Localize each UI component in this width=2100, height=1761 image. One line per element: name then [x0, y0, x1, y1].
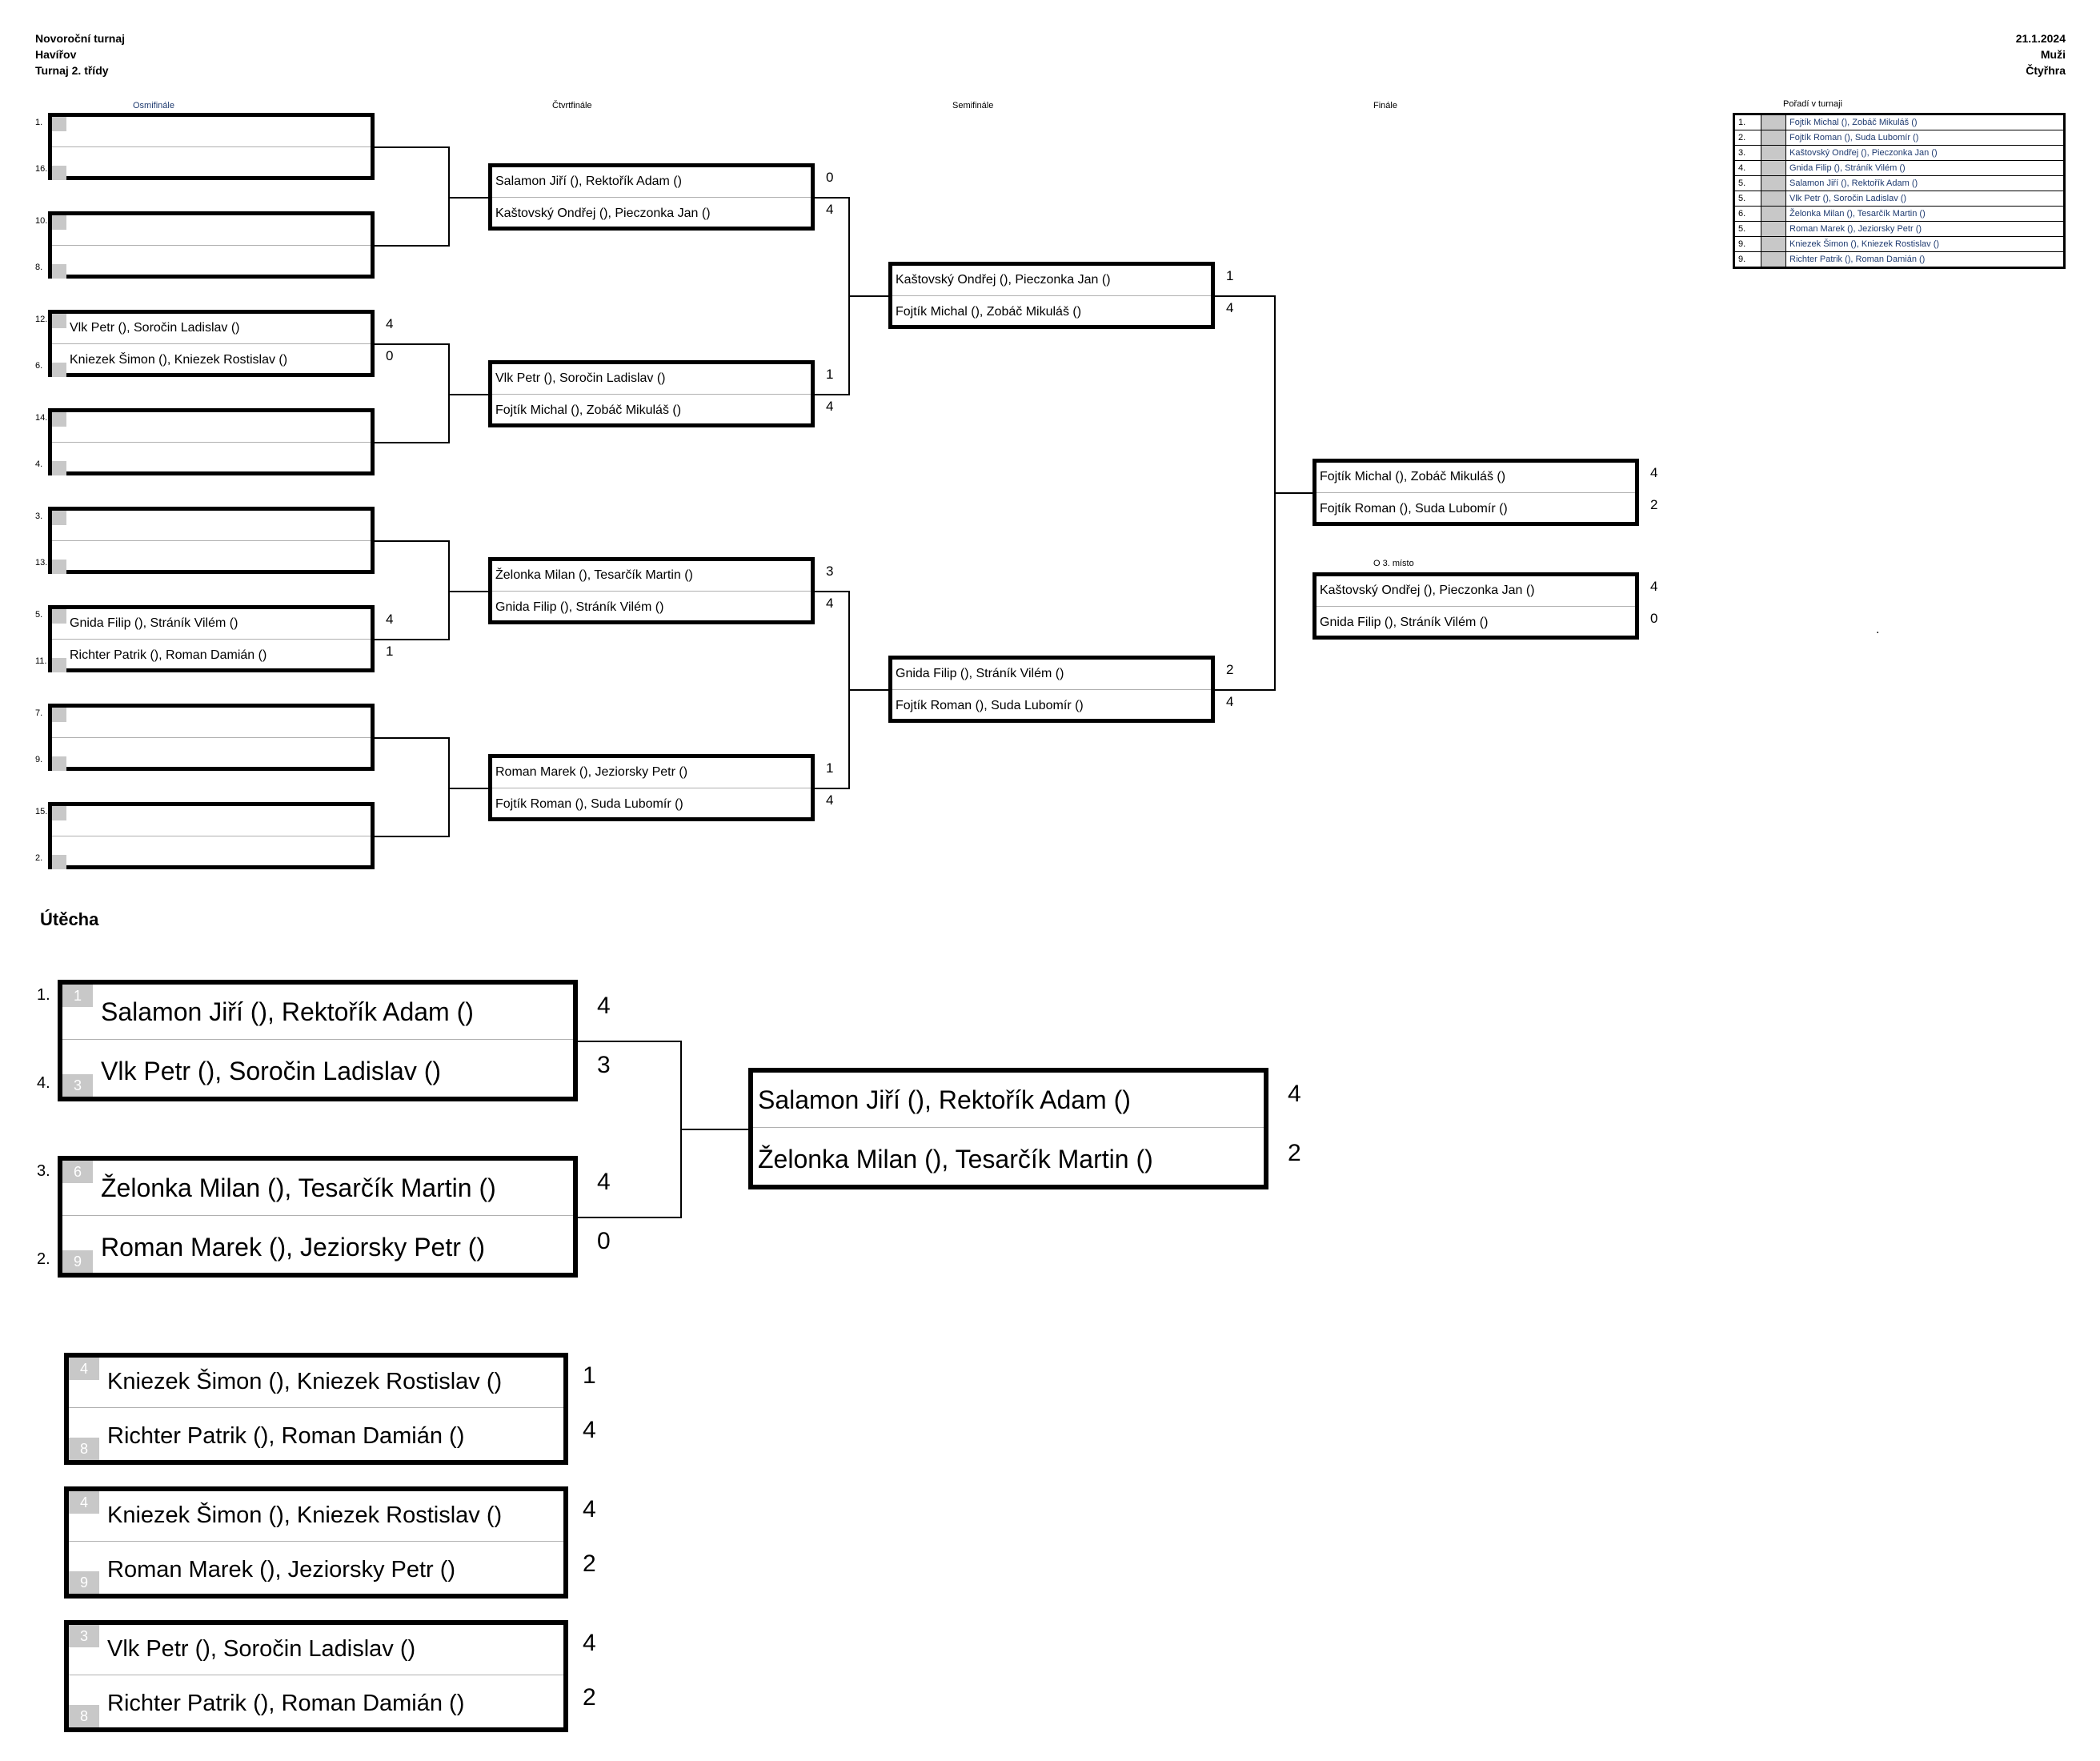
- score-bottom: 1: [386, 644, 394, 659]
- bracket-line: [448, 394, 490, 395]
- bracket-line: [815, 788, 850, 789]
- tournament-city: Havířov: [35, 48, 77, 61]
- ranking-name: Gnida Filip (), Stráník Vilém (): [1786, 161, 2065, 176]
- player-top: Salamon Jiří (), Rektořík Adam (): [495, 174, 682, 188]
- match-divider: [892, 295, 1211, 296]
- player-top: Želonka Milan (), Tesarčík Martin (): [101, 1173, 496, 1202]
- ranking-shade: [1761, 176, 1786, 191]
- match-divider: [62, 1215, 573, 1216]
- seed-box-top: [52, 511, 66, 525]
- consolation-title: Útěcha: [40, 909, 99, 929]
- score-top: 1: [583, 1362, 596, 1389]
- bracket-line: [375, 146, 450, 148]
- score-bottom: 4: [1226, 694, 1234, 709]
- ranking-row: [1734, 207, 2065, 222]
- player-bottom: Kniezek Šimon (), Kniezek Rostislav (): [70, 353, 288, 367]
- tournament-discipline: Čtyřhra: [2026, 64, 2066, 77]
- bracket-line: [375, 442, 450, 443]
- seed-box-bottom: [52, 363, 66, 377]
- seed-box-bottom: 9: [62, 1250, 93, 1273]
- r16-match: [48, 408, 375, 475]
- r16-match: [48, 605, 375, 672]
- player-top: Salamon Jiří (), Rektořík Adam (): [101, 997, 474, 1026]
- consolation-extra-match: [64, 1486, 568, 1599]
- bracket-line: [1215, 689, 1276, 691]
- ranking-shade: [1761, 252, 1786, 268]
- ranking-row: [1734, 146, 2065, 161]
- ranking-row: [1734, 252, 2065, 268]
- match-divider: [52, 245, 371, 246]
- match-divider: [492, 197, 811, 198]
- match-divider: [69, 1541, 563, 1542]
- match-divider: [69, 1407, 563, 1408]
- seed-top-label: 12.: [35, 315, 48, 324]
- ranking-rank: 5.: [1734, 222, 1761, 237]
- ranking-rank: 3.: [1734, 146, 1761, 161]
- ranking-shade: [1761, 207, 1786, 222]
- match-divider: [753, 1127, 1264, 1128]
- seed-bottom-label: 4.: [37, 1074, 50, 1092]
- seed-box-top: [52, 806, 66, 820]
- ranking-rank: 4.: [1734, 161, 1761, 176]
- ranking-rank: 5.: [1734, 191, 1761, 207]
- match-divider: [52, 442, 371, 443]
- score-top: 4: [1288, 1081, 1301, 1107]
- ranking-shade: [1761, 146, 1786, 161]
- player-bottom: Richter Patrik (), Roman Damián (): [107, 1691, 465, 1716]
- player-bottom: Roman Marek (), Jeziorsky Petr (): [101, 1233, 486, 1262]
- tournament-date: 21.1.2024: [2015, 32, 2066, 45]
- score-top: 1: [826, 367, 834, 382]
- seed-bottom-label: 13.: [35, 558, 48, 568]
- score-bottom: 4: [1226, 300, 1234, 315]
- bracket-line: [848, 689, 890, 691]
- seed-box-top: 4: [69, 1358, 99, 1380]
- bracket-line: [815, 394, 850, 395]
- player-top: Vlk Petr (), Soročin Ladislav (): [495, 371, 666, 385]
- seed-top-label: 3.: [37, 1162, 50, 1180]
- match-divider: [52, 343, 371, 344]
- seed-bottom-label: 9.: [35, 755, 43, 764]
- ranking-row: [1734, 237, 2065, 252]
- player-top: Gnida Filip (), Stráník Vilém (): [70, 616, 238, 630]
- score-top: 4: [597, 1169, 611, 1195]
- seed-box-bottom: [52, 560, 66, 574]
- player-top: Salamon Jiří (), Rektořík Adam (): [758, 1085, 1131, 1114]
- score-top: 4: [597, 993, 611, 1019]
- ranking-shade: [1761, 222, 1786, 237]
- qf-match: [488, 754, 815, 821]
- bracket-line: [1215, 295, 1276, 297]
- bracket-line: [375, 836, 450, 837]
- score-top: 4: [583, 1630, 596, 1656]
- score-top: 0: [826, 170, 834, 185]
- score-bottom: 4: [826, 792, 834, 808]
- ranking-rank: 2.: [1734, 130, 1761, 146]
- r16-match: [48, 211, 375, 279]
- seed-top-label: 1.: [37, 986, 50, 1004]
- ranking-table: [1733, 113, 2066, 269]
- player-top: Kniezek Šimon (), Kniezek Rostislav (): [107, 1369, 503, 1394]
- score-bottom: 0: [1650, 611, 1658, 626]
- r16-match: [48, 802, 375, 869]
- bracket-line: [578, 1217, 682, 1218]
- seed-box-bottom: 9: [69, 1571, 99, 1594]
- stray-mark: .: [1876, 623, 1880, 636]
- bracket-line: [375, 737, 450, 739]
- ranking-shade: [1761, 130, 1786, 146]
- player-bottom: Fojtík Roman (), Suda Lubomír (): [1320, 502, 1508, 515]
- player-bottom: Želonka Milan (), Tesarčík Martin (): [758, 1145, 1153, 1173]
- round-label-third: O 3. místo: [1373, 559, 1414, 568]
- seed-bottom-label: 2.: [35, 853, 43, 863]
- seed-bottom-label: 11.: [35, 656, 47, 666]
- seed-box-bottom: [52, 658, 66, 672]
- seed-top-label: 10.: [35, 216, 48, 226]
- score-top: 2: [1226, 662, 1234, 677]
- score-bottom: 0: [386, 348, 394, 363]
- sf-match: [888, 656, 1215, 723]
- ranking-shade: [1761, 191, 1786, 207]
- seed-box-bottom: [52, 756, 66, 771]
- ranking-shade: [1761, 161, 1786, 176]
- ranking-name: Fojtík Michal (), Zobáč Mikuláš (): [1786, 114, 2065, 130]
- bracket-line: [680, 1129, 750, 1130]
- r16-match: [48, 113, 375, 180]
- ranking-row: [1734, 114, 2065, 130]
- score-bottom: 4: [826, 399, 834, 414]
- score-top: 4: [583, 1496, 596, 1522]
- seed-top-label: 1.: [35, 118, 43, 127]
- match-divider: [1317, 606, 1635, 607]
- player-top: Roman Marek (), Jeziorsky Petr (): [495, 765, 688, 779]
- player-top: Želonka Milan (), Tesarčík Martin (): [495, 568, 693, 582]
- score-top: 1: [826, 760, 834, 776]
- match-divider: [492, 394, 811, 395]
- player-bottom: Roman Marek (), Jeziorsky Petr (): [107, 1557, 456, 1582]
- ranking-name: Richter Patrik (), Roman Damián (): [1786, 252, 2065, 268]
- score-bottom: 4: [826, 596, 834, 611]
- seed-box-bottom: 8: [69, 1438, 99, 1460]
- seed-box-top: 1: [62, 985, 93, 1007]
- seed-bottom-label: 4.: [35, 459, 43, 469]
- ranking-rank: 9.: [1734, 237, 1761, 252]
- qf-match: [488, 557, 815, 624]
- player-top: Kniezek Šimon (), Kniezek Rostislav (): [107, 1502, 503, 1528]
- bracket-line: [848, 295, 890, 297]
- seed-bottom-label: 8.: [35, 263, 43, 272]
- ranking-row: [1734, 176, 2065, 191]
- bracket-line: [448, 197, 490, 199]
- ranking-row: [1734, 222, 2065, 237]
- match-divider: [892, 689, 1211, 690]
- consolation-semi-match: [58, 1156, 578, 1278]
- seed-top-label: 5.: [35, 610, 43, 620]
- seed-top-label: 15.: [35, 807, 48, 816]
- bracket-line: [578, 1041, 682, 1042]
- ranking-shade: [1761, 237, 1786, 252]
- tournament-name: Novoroční turnaj: [35, 32, 126, 45]
- score-bottom: 3: [597, 1052, 611, 1078]
- seed-box-top: [52, 609, 66, 624]
- ranking-rank: 5.: [1734, 176, 1761, 191]
- ranking-name: Fojtík Roman (), Suda Lubomír (): [1786, 130, 2065, 146]
- final-match: [1312, 459, 1639, 526]
- bracket-line: [815, 197, 850, 199]
- bracket-line: [448, 591, 490, 592]
- player-bottom: Fojtík Roman (), Suda Lubomír (): [495, 797, 683, 811]
- seed-box-top: [52, 708, 66, 722]
- r16-match: [48, 704, 375, 771]
- consolation-extra-match: [64, 1620, 568, 1732]
- seed-box-top: [52, 412, 66, 427]
- seed-bottom-label: 6.: [35, 361, 43, 371]
- seed-box-bottom: 8: [69, 1705, 99, 1727]
- seed-box-bottom: 3: [62, 1074, 93, 1097]
- consolation-semi-match: [58, 980, 578, 1101]
- score-bottom: 4: [583, 1417, 596, 1443]
- seed-top-label: 7.: [35, 708, 43, 718]
- seed-box-top: 6: [62, 1161, 93, 1183]
- seed-box-top: 4: [69, 1491, 99, 1514]
- match-divider: [52, 146, 371, 147]
- score-bottom: 2: [1288, 1140, 1301, 1166]
- player-bottom: Richter Patrik (), Roman Damián (): [107, 1423, 465, 1449]
- ranking-name: Roman Marek (), Jeziorsky Petr (): [1786, 222, 2065, 237]
- player-top: Vlk Petr (), Soročin Ladislav (): [70, 321, 240, 335]
- score-bottom: 2: [583, 1550, 596, 1577]
- bracket-line: [375, 343, 450, 345]
- score-top: 1: [1226, 268, 1234, 283]
- match-divider: [52, 737, 371, 738]
- seed-top-label: 3.: [35, 511, 43, 521]
- player-top: Kaštovský Ondřej (), Pieczonka Jan (): [1320, 584, 1535, 597]
- seed-box-bottom: [52, 264, 66, 279]
- player-top: Gnida Filip (), Stráník Vilém (): [896, 667, 1064, 680]
- seed-bottom-label: 2.: [37, 1250, 50, 1268]
- seed-bottom-label: 16.: [35, 164, 48, 174]
- match-divider: [52, 540, 371, 541]
- score-bottom: 2: [1650, 497, 1658, 512]
- score-bottom: 2: [583, 1684, 596, 1711]
- bracket-line: [375, 639, 450, 640]
- seed-box-top: 3: [69, 1625, 99, 1647]
- player-bottom: Gnida Filip (), Stráník Vilém (): [495, 600, 664, 614]
- ranking-shade: [1761, 114, 1786, 130]
- seed-box-bottom: [52, 461, 66, 475]
- seed-box-bottom: [52, 855, 66, 869]
- player-bottom: Gnida Filip (), Stráník Vilém (): [1320, 616, 1489, 629]
- bracket-line: [1274, 492, 1314, 494]
- match-divider: [492, 591, 811, 592]
- r16-match: [48, 507, 375, 574]
- consolation-extra-match: [64, 1353, 568, 1465]
- bracket-line: [448, 788, 490, 789]
- match-divider: [62, 1039, 573, 1040]
- ranking-row: [1734, 161, 2065, 176]
- ranking-rank: 6.: [1734, 207, 1761, 222]
- bracket-line: [375, 540, 450, 542]
- round-label-sf: Semifinále: [952, 101, 994, 110]
- score-top: 4: [1650, 465, 1658, 480]
- ranking-row: [1734, 130, 2065, 146]
- round-label-r16: Osmifinále: [133, 101, 174, 110]
- sf-match: [888, 262, 1215, 329]
- qf-match: [488, 163, 815, 231]
- third-place-match: [1312, 572, 1639, 640]
- score-bottom: 0: [597, 1228, 611, 1254]
- match-divider: [52, 639, 371, 640]
- ranking-rank: 9.: [1734, 252, 1761, 268]
- ranking-name: Želonka Milan (), Tesarčík Martin (): [1786, 207, 2065, 222]
- seed-box-bottom: [52, 166, 66, 180]
- player-bottom: Kaštovský Ondřej (), Pieczonka Jan (): [495, 207, 711, 220]
- player-bottom: Fojtík Roman (), Suda Lubomír (): [896, 699, 1084, 712]
- qf-match: [488, 360, 815, 427]
- player-top: Fojtík Michal (), Zobáč Mikuláš (): [1320, 470, 1506, 483]
- score-top: 3: [826, 564, 834, 579]
- player-bottom: Richter Patrik (), Roman Damián (): [70, 648, 267, 662]
- seed-box-top: [52, 314, 66, 328]
- seed-top-label: 14.: [35, 413, 48, 423]
- ranking-title: Pořadí v turnaji: [1783, 99, 1842, 109]
- ranking-rank: 1.: [1734, 114, 1761, 130]
- ranking-name: Vlk Petr (), Soročin Ladislav (): [1786, 191, 2065, 207]
- seed-box-top: [52, 215, 66, 230]
- score-top: 4: [386, 612, 394, 627]
- score-top: 4: [1650, 579, 1658, 594]
- player-top: Kaštovský Ondřej (), Pieczonka Jan (): [896, 273, 1111, 287]
- ranking-name: Kniezek Šimon (), Kniezek Rostislav (): [1786, 237, 2065, 252]
- ranking-name: Kaštovský Ondřej (), Pieczonka Jan (): [1786, 146, 2065, 161]
- consolation-final-match: [748, 1068, 1268, 1189]
- bracket-line: [375, 245, 450, 247]
- tournament-class: Turnaj 2. třídy: [35, 64, 109, 77]
- score-bottom: 4: [826, 202, 834, 217]
- player-bottom: Vlk Petr (), Soročin Ladislav (): [101, 1057, 442, 1085]
- score-top: 4: [386, 316, 394, 331]
- player-bottom: Fojtík Michal (), Zobáč Mikuláš (): [896, 305, 1082, 319]
- round-label-final: Finále: [1373, 101, 1397, 110]
- match-divider: [1317, 492, 1635, 493]
- bracket-line: [815, 591, 850, 592]
- tournament-category: Muži: [2040, 48, 2066, 61]
- ranking-row: [1734, 191, 2065, 207]
- r16-match: [48, 310, 375, 377]
- seed-box-top: [52, 117, 66, 131]
- player-bottom: Fojtík Michal (), Zobáč Mikuláš (): [495, 403, 682, 417]
- ranking-name: Salamon Jiří (), Rektořík Adam (): [1786, 176, 2065, 191]
- round-label-qf: Čtvrtfinále: [552, 101, 592, 110]
- player-top: Vlk Petr (), Soročin Ladislav (): [107, 1636, 416, 1662]
